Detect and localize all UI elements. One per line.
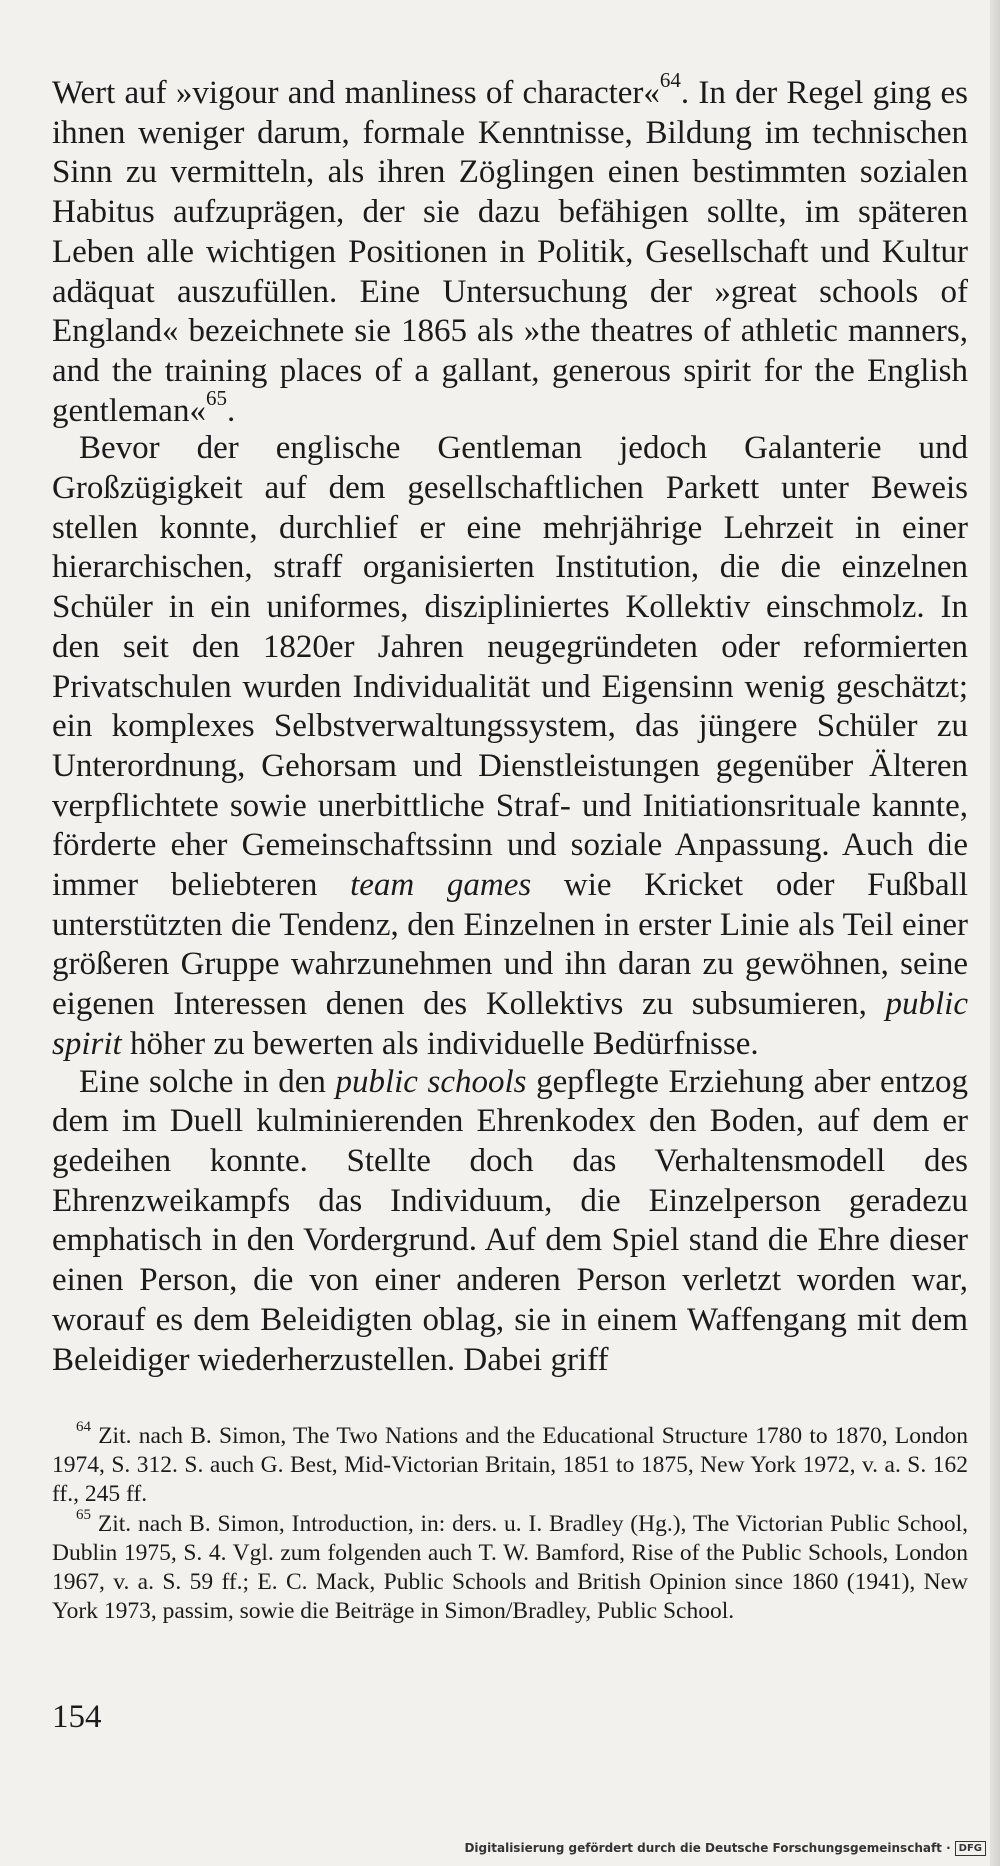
p3-run-1: Eine solche in den [79,1063,336,1100]
paragraph-3 [52,1063,968,1381]
dfg-logo: DFG [955,1841,986,1856]
p2-run-2: wie Kricket oder Fußball unterstützten die Tendenz, den Einzelnen in erster Linie als Teil einer größeren Gruppe wahrzunehmen und ihn daran zu gewöhnen, seine eigenen Interessen denen des Kollektivs zu subsumieren, [52,867,969,1023]
credit-text: Digitalisierung gefördert durch die Deutsche Forschungsgemeinschaft · [464,1841,951,1855]
footnote-number: 64 [76,1419,91,1436]
digitization-credit [464,1840,986,1856]
body-text [52,68,969,1380]
p3-run-2: gepflegte Erziehung aber entzog dem im Duell kulminierenden Ehrenkodex den Boden, auf dem er gedeihen konnte. Stellte doch das Verhaltensmodell des Ehrenzweikampfs das Individuum, die Einzelperson geradezu emphatisch in den Vordergrund. Auf dem Spiel stand die Ehre dieser einen Person, die von einer anderen Person verletzt worden war, worauf es dem Beleidigten oblag, sie in einem Waffengang mit dem Beleidiger wiederherzustellen. Dabei griff [52,1063,969,1378]
p2-run-1: Bevor der englische Gentleman jedoch Galanterie und Großzügigkeit auf dem gesellschaftlichen Parkett unter Beweis stellen konnte, durchlief er eine mehrjährige Lehrzeit in einer hierarchischen, straff organisierten Institution, die die einzelnen Schüler in ein uniformes, diszipliniertes Kollektiv einschmolz. In den seit den 1820er Jahren neugegründeten oder reformierten Privatschulen wurden Individualität und Eigensinn wenig geschätzt; ein komplexes Selbstverwaltungssystem, das jüngere Schüler zu Unterordnung, Gehorsam und Dienstleistungen gegenüber Älteren verpflichtete sowie unerbittliche Straf- und Initiationsrituale kannte, förderte eher Gemeinschaftssinn und soziale Anpassung. Auch die immer beliebteren [52,430,968,904]
page-edge-shadow [990,0,1000,1866]
footnote-ref-65: 65 [205,385,227,410]
footnote-text: Zit. nach B. Simon, Introduction, in: ders. u. I. Bradley (Hg.), The Victorian Public School, Dublin 1975, S. 4. Vgl. zum folgenden auch T. W. Bamford, Rise of the Public Schools, London 1967, v. a. S. 59 ff.; E. C. Mack, Public Schools and British Opinion since 1860 (1941), New York 1973, passim, sowie die Beiträge in Simon/Bradley, Public School. [52,1510,968,1625]
p2-run-3: höher zu bewerten als individuelle Bedürfnisse. [121,1025,759,1062]
p1-run-2: . In der Regel ging es ihnen weniger darum, formale Kenntnisse, Bildung im technischen Sinn zu vermitteln, als ihren Zöglingen einen bestimmten sozialen Habitus aufzuprägen, der sie dazu befähigen sollte, im späteren Leben alle wichtigen Positionen in Politik, Gesellschaft und Kultur adäquat auszufüllen. Eine Untersuchung der »great schools of England« bezeichnete sie 1865 als »the theatres of athletic manners, and the training places of a gallant, generous spirit for the English gentleman« [52,75,968,429]
footnote-64 [52,1419,968,1510]
p3-italic-public-schools: public schools [335,1063,527,1100]
page-number: 154 [52,1699,102,1735]
footnote-ref-64: 64 [659,68,681,92]
paragraph-2 [52,429,968,1064]
footnote-number: 65 [76,1506,91,1523]
p1-run-3: . [226,392,236,429]
p1-run-1: Wert auf »vigour and manliness of character« [52,75,660,111]
p2-italic-public-spirit: public spirit [52,986,968,1062]
paragraph-1 [52,68,968,431]
footnote-text: Zit. nach B. Simon, The Two Nations and the Educational Structure 1780 to 1870, London 1974, S. 312. S. auch G. Best, Mid-Victorian Britain, 1851 to 1875, New York 1972, v. a. S. 162 ff., 245 ff. [52,1423,968,1508]
p2-italic-team-games: team games [350,867,532,904]
footnote-65 [52,1506,968,1627]
footnotes [52,1419,968,1626]
